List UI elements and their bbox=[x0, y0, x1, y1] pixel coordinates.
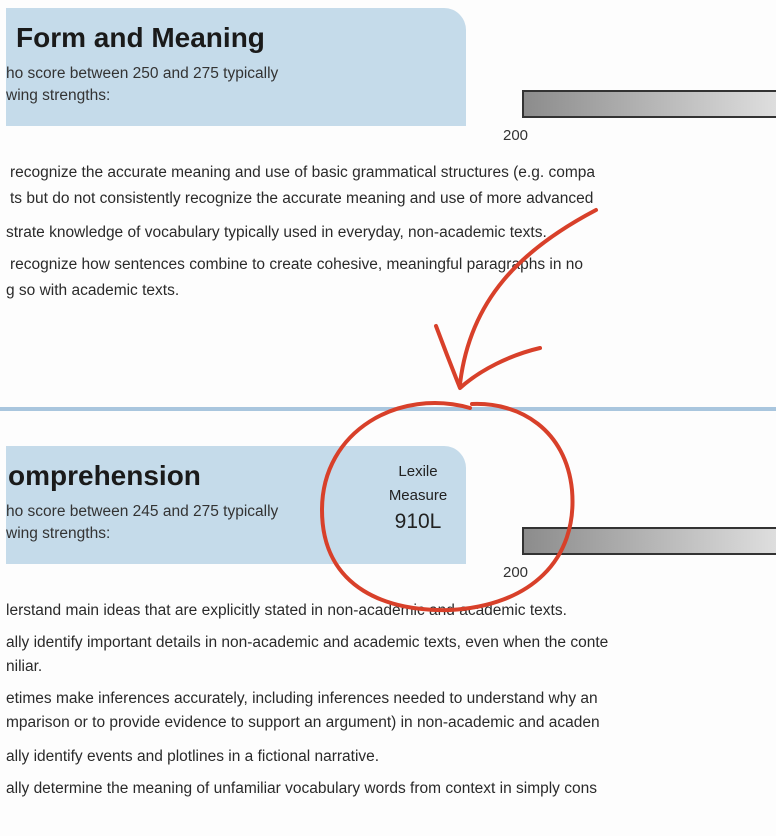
scale-min-label: 200 bbox=[503, 564, 529, 581]
strength-line: etimes make inferences accurately, including inferences needed to understand why an bbox=[6, 690, 598, 707]
strength-line: ally identify important details in non-academic and academic texts, even when the conte bbox=[6, 634, 609, 651]
strength-line: mparison or to provide evidence to support an argument) in non-academic and acaden bbox=[6, 714, 600, 731]
section-title: omprehension bbox=[8, 460, 201, 491]
score-scale-bar bbox=[522, 527, 776, 555]
strength-line: ally determine the meaning of unfamiliar vocabulary words from context in simply cons bbox=[6, 780, 597, 797]
lexile-value: 910L bbox=[394, 510, 442, 533]
score-scale-bar bbox=[522, 90, 776, 118]
subtitle-line-2: wing strengths: bbox=[6, 87, 111, 104]
comprehension-header bbox=[6, 446, 466, 564]
section-divider bbox=[0, 407, 776, 411]
page-edge bbox=[776, 0, 784, 836]
section-title: Form and Meaning bbox=[16, 22, 265, 53]
strength-line: niliar. bbox=[6, 658, 43, 675]
scale-min-label: 200 bbox=[503, 127, 529, 144]
lexile-label-line-2: Measure bbox=[388, 487, 448, 504]
strength-line: ts but do not consistently recognize the accurate meaning and use of more advanced bbox=[10, 190, 594, 207]
strength-line: ally identify events and plotlines in a fictional narrative. bbox=[6, 748, 380, 765]
strength-line: recognize how sentences combine to create cohesive, meaningful paragraphs in no bbox=[10, 256, 583, 273]
section-subtitle bbox=[6, 63, 278, 107]
strength-line: lerstand main ideas that are explicitly stated in non-academic and academic texts. bbox=[6, 602, 567, 619]
subtitle-line-2: wing strengths: bbox=[6, 525, 111, 542]
lexile-label-line-1: Lexile bbox=[398, 463, 438, 480]
form-meaning-header bbox=[6, 8, 466, 126]
section-subtitle bbox=[6, 501, 278, 545]
lexile-measure bbox=[358, 460, 478, 534]
strength-line: recognize the accurate meaning and use of basic grammatical structures (e.g. compa bbox=[10, 164, 595, 181]
subtitle-line-1: ho score between 250 and 275 typically bbox=[6, 65, 279, 82]
strength-line: strate knowledge of vocabulary typically used in everyday, non-academic texts. bbox=[6, 224, 547, 241]
red-arrowhead bbox=[436, 326, 540, 388]
subtitle-line-1: ho score between 245 and 275 typically bbox=[6, 503, 279, 520]
strength-line: g so with academic texts. bbox=[6, 282, 180, 299]
